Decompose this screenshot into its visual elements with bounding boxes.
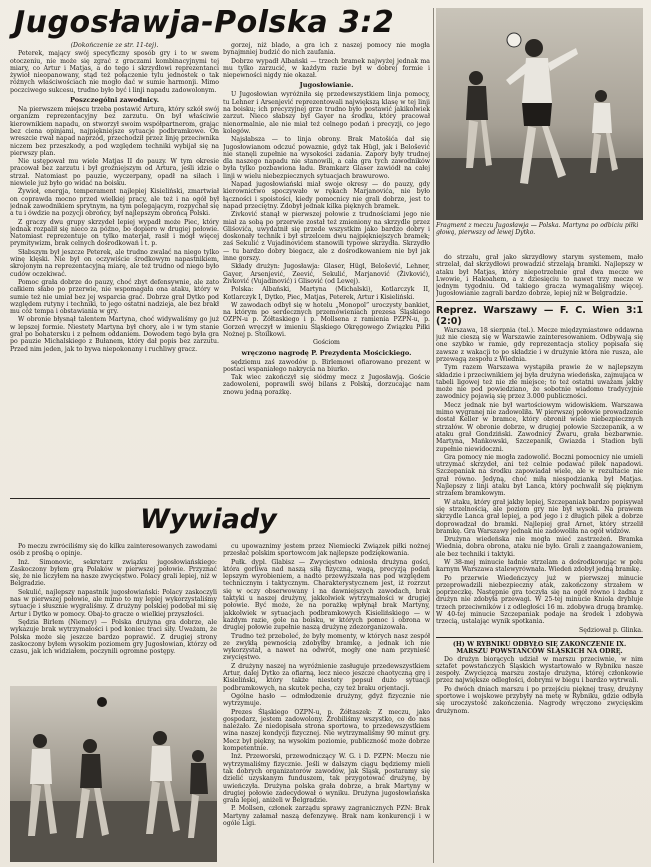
interview-column-2 — [223, 543, 430, 861]
continuation-note: (Dokończenie ze str. 11-tej). — [70, 42, 159, 49]
paragraph: sędziemu zaś zawodów p. Birlemowi ofiarowano prezent w postaci wspaniałego nakrycia na biurko. — [223, 358, 430, 373]
paragraph: Słabszym był jeszcze Peterek, ale trudno zwalać na niego tylko winę klęski. Nie był on oczywiście środkowym napastnikiem, skrojonym na reprezentacyjną miarę, ale też trudno od niego było cudów oczekiwać. — [10, 248, 219, 278]
divider — [436, 301, 643, 302]
article-column-1 — [10, 42, 219, 457]
paragraph: P. Mollsen, członek zarządu sprawy zagranicznych PZN: Brak Martyny załamał naszą defenzywę. Brak nam konkurencji i w ogóle Ligi. — [223, 805, 430, 827]
paragraph: do strzału, grał jako skrzydłowy starym systemem, mało strzelał, dał skrzydłowi prowadzić strzelają bramki. Najlepszy w ataku był Matjas, który niepotrzebnie grał dwa mecze we Lwowie, i Hakoahem, a z dziesięciu to nawet trzy mecze w jednym tygodniu. Od takiego gracza wymagaliśmy więcej. Jugosłowianie zagrali bardzo dobrze, lepiej niż w Belgradzie. — [436, 254, 643, 298]
paragraph: Mecz jednak nie był wartościowym widowiskiem. Warszawa mimo wygranej nie zadowoliła. W pierwszej połowie prowadzenie dostał Keller w bramce, który obronił wiele niebezpiecznych strzałów. W obronie dobrze, w drugiej połowie Szczepanik, a w ataku grał Gondziński. Zawodnicy Zwaru, grała bezbarwnie. Martyna, Mańkowski, Szczepanik, Gwiazda i Stadion byli zupełnie niewidoczni. — [436, 401, 643, 453]
match-photo-top-image — [436, 8, 643, 220]
divider — [436, 637, 643, 638]
section-headline: Wywiady — [140, 504, 277, 535]
interview-column-1 — [10, 543, 217, 693]
paragraph: Żywioł, energja, temperament najlepiej Kisieliński, zmartwiał on coprawda mocno przed wielkiej pracy, ale też i na ogół był jednak zawodnikiem sprytnym, na tym polegającym, rozpychał się a tu i ówdzie na pozycji obrońcy, był najlepszym obrońcą Polski. — [10, 188, 219, 218]
paragraph: W zawodach odbył się w hotelu „Monopol” uroczysty bankiet, na którym po serdecznych przemówieniach prezesa Śląskiego OZPN-u p. Żółtaskiego i p. Mollsena z ramienia PZPN-u, p. Gorzeń wręczył w imieniu Śląskiego Okręgowego Związku Piłki Nożnej p. Stoilkowi. — [223, 301, 430, 338]
paragraph: Sekulić, najlepszy napastnik jugosłowiański: Polacy zaskoczyli nas w pierwszej połowie, ale mimo to my lepiej wykorzystaliśmy sytuacje i słusznie wygraliśmy. Z drużyny polskiej podobał mi się Artur i Dytko w pomocy. Obaj-to gracze o wielkiej przyszłości. — [10, 588, 217, 618]
paragraph: Polska: Albański, Martyna (Michalski), Kotlarczyk II, Kotlarczyk I, Dytko, Piec, Matjas, Peterek, Artur i Kisieliński. — [223, 286, 430, 301]
paragraph: Warszawa, 18 sierpnia (tel.). Mecze międzymiastowe oddawna już nie cieszą się w Warszawie zainteresowaniem. Odbywają się one szybko w ramie, gdy reprezentacja stolicy popisała się zawsze z wakacji to po składzie i w drużynie która nie rusza, ale przewagą zespołu z Wiednia. — [436, 326, 643, 363]
paragraph: Z graczy dwu grupy skrzydeł lepiej wypadł może Piec, który jednak rozpalił się nieco za późno, bo dopiero w drugiej połowie. Natomiast reprezentuje on tylko materjał, rasił i mógł więcej prymitywizm, brak celnych dośrodkowań i t. p. — [10, 218, 219, 248]
paragraph: cu upowaznimy jestem przez Niemiecki Związek piłki nożnej przesłać polskim sportowcom jak najlepsze podziękowania. — [223, 543, 430, 558]
paragraph: Ogólne hasło — odmłodzenie drużyny, gdyż fizycznie nie wytrzymuje. — [223, 692, 430, 708]
paragraph: Po meczu zwróciliśmy się do kilku zainteresowanych zawodami osób z prośbą o opinje. — [10, 543, 217, 558]
paragraph: Inż. Simonovic, sekretarz związku jugosłowiańskiego: Zaskoczony byłem grą Polaków w pierwszej połowie. Przyznać się, że nie liczyłem na nasze zwycięstwo. Polacy grali lepiej, niż w Belgradzie. — [10, 558, 217, 588]
paragraph: Najsłabsza — to linja obrony. Brak Matošića dał się Jugosłowianom odczuć powaznie, gdyż tak Hügl, jak i Belošević nie stanęli zupełnie na wysokości zadania. Zapory były trudnej dla naszego napadu nie stanowili, a cała gra tych zawodników była tylko pozbawiona ładu. Bramkarz Glaser zawiódł na całej linji w wielu niebezpiecznych sytuacjach brawurowo. — [223, 136, 430, 180]
paragraph: Trudno też przeboleć, że były momenty, w których nasz zespół ze zwykłą pewnością zdobyłby bramkę, a jednak ich nie wykorzystał, a nawet na odwrót, mogły one nam przynieść zwycięstwo. — [223, 632, 430, 662]
paragraph: Tym razem Warszawa wystąpiła prawie że w najlepszym składzie i przeciwnikiem jej była drużyna wiedeńska, zajmująca w tabeli ligowej też nie złe miejsce; to też ostatni uważam jakby może nie pod powiedziano, że sobotnie wiadomo tradycyjnie zawodnicy pojawią się przez 3.000 publiczności. — [436, 364, 643, 401]
paragraph: Po przerwie Wiedeńczycy już w pierwszej minucie przeprowadzili niebezpieczny atak, zakończony strzałem w poprzeczkę. Następnie gra toczyła się na ogół równo i żadna z drużyn nie zdobyła przewagi. W 25-tej minucie Kniola drybluje trzech przeciwników i z odległości 16 m. zdobywa drugą bramkę. W 40-tej minucie Szczepaniak podaje na środek i zdobywa trzecią, ustalając wynik spotkania. — [436, 574, 643, 626]
paragraph: W ataku, który grał jakby lepiej, Szczepaniak bardzo popisywał się strzelnością, ale poziom gry nie był wysoki. Na prawem skrzydle Lanca grał lepiej, a pod jego i z długich piłek a dobrze doprowadzał do bramki. Najlepiej grał Arnet, który strzelił bramkę. Gra Warszawy jednak nie zadowoliła na ogół widzów. — [436, 498, 643, 535]
subheading: Poszczególni zawodnicy. — [69, 96, 160, 105]
paragraph: Drużyna wiedeńska nie mogła mieć zastrzeżeń. Bramka Wiednia, dobra obrona, ataku nie było. Grali z zaangażowaniem, ale bez techniki i taktyki. — [436, 536, 643, 558]
paragraph: Pułk. dypl. Glabisz — Zwycięstwo odniosła drużyna gości, która gorliwa nad naszą siłą fizyczną, wagą, precyzją podań lepszym wyrobieniem, a nadto przewyższała nas pod względem technicznym i taktycznym. Charakterystycznem jest, iż rozrzut się w oczy obserwowany i na dawniejszych zawodach, brak taktyki u naszej drużyny, jakkolwiek wytrzymałości w drugiej połowie. Być może, że na porażkę wpłynął brak Martyny, jakkolwiek w sytuacjach podbramkowych Kisielińskiego — w każdym razie, gole na boisku, w których pomoc i obrona w drugiej połowie zupełnie naszą drużynę zdezorganizowała. — [223, 558, 430, 632]
paragraph: Inż. Przeworski, przewodniczący W. G. i D. PZPN: Meczu nie wytrzymaliśmy fizycznie. Jeśli w dalszym ciągu będziemy mieli tak dobrych organizatorów zawodów, jak Śląsk, postaramy się dzielić uzyskanym funduszem, tak przygotować drużynę, by uwieńczyła. Drużyna polska grała dobrze, a brak Martyny w drugiej połowie zadecydował o wyniku. Drużyna jugosłowiańska grała lepiej, aniżeli w Belgradzie. — [223, 753, 430, 805]
paragraph: Zivković stanął w pierwszej połowie z trudnościami jego nie miał za sobą po przerwie został też zmieniony na skrzydle przez Gliśovića, uwydatnił się przede wszystkim jako bardzo dobry i doskonały technik i był strzelcem dwu najpiękniejszych bramek; zaś Sekulić z Vujadinovićem stanowili typowe skrzydła. Skrzydło — tu bardzo dobry biegacz, ale z dośrodkowaniem nie był jak inne gorszy. — [223, 211, 430, 263]
paragraph: W obronie błysnął talentem Martyna, choć widywaliśmy go już w lepszej formie. Niestety Martyna był chory, ale i w tym stanie grał po bohatersku i z pełnem oddaniem. Dowodem tego była gra po pauzie Michalskiego z Bułanem, który dał popis bez zarzutu. Przed nim jeden, jak to bywa niepokonany i ruchliwy gracz. — [10, 316, 219, 353]
paragraph: U Jugosłowian wyróżniła się przedewszystkiem linja pomocy, tu Lehner i Arsenjević reprezentowali największą klasę w tej linji na boisku; ich precyzyjnej grze trudno było postawić jakikolwiek zarzut. Nieco słabszy był Gayer na środku, który pracował nienormalnie, ale nie miał też celnego podań i precyzji, co jego kolegów. — [223, 91, 430, 135]
headline: Jugosławja-Polska 3:2 — [14, 5, 395, 40]
paragraph: Do drużyn biorących udział w marszu przeciwnie, w nim sztafet powstańczych Śląskich wystartowało w Rybniku nasze zespoły. Zwycięzcą marszu zostaje drużyna, której członkowie przez największe odległości, dobrymi w biegu i bardzo wytrwali. — [436, 655, 643, 685]
paragraph: Sędzia Birlem (Niemcy) — Polska drużyna gra dobrze, ale wykazuje brak wytrzymałości i pod koniec traci siły. Uważam, że Polska może się jeszcze bardzo poprawić. Z drugiej strony zaskoczony byłem wysokim poziomem gry Jugosłowian, którzy od czasu, jak ich widziałem, poczynili ogromne postępy. — [10, 618, 217, 656]
match-photo-bottom-image — [10, 686, 217, 862]
paragraph: W 38-mej minucie ładnie strzelam a dośrodkowując w polu karnym Warszawa stalewyrównała. Wiedeń zdobył jedną bramkę. — [436, 558, 643, 574]
paragraph: Pomoc grała dobrze do pauzy, choć zbyt defensywnie, ale zato całkiem słabo po przerwie, nie wspomagała ona ataku, który w sumie też nie umiał bez jej wsparcia grać. Dobrze grał Dytko pod względem rutyny i techniki, to jego ostatni nadzieja, ale bez brakł mu cóż tempa i obstawiania w gry. — [10, 278, 219, 316]
paragraph: Gra pomocy nie mogła zadowolić. Boczni pomocnicy nie umieli utrzymać skrzydeł, ani też celnie podawać piłek napadowi. Szczepaniak na środku zapowiadał wiele, ale w rezultacie nie grał równo. Jedyną, choć miłą niespodzianką był Matjas. Najlepszy z linji ataku był Lanca, który pochwalił się pięknym strzałem bramkowym. — [436, 453, 643, 498]
paragraph: Po dwóch dniach marszu i po przejściu pięknej trasy, drużyny sportowe i wojskowe przybyły na metę w Rybniku, gdzie odbyła się uroczystość zakończenia. Nagrody wręczono zwycięskim drużynom. — [436, 685, 643, 715]
article-column-2 — [223, 42, 430, 492]
paragraph: Nie ustępował mu wiele Matjas II do pauzy. W tym okresie pracował bez zarzutu i był groźniejszym od Artura, jeśli idzie o strzał. Natomiast po pauzie, wyczerpany, opadł na siłach i niewiele już było go widać na boisku. — [10, 158, 219, 188]
paragraph: Gościom — [313, 339, 340, 347]
paragraph: Dobrze wypadł Albański — trzech bramek najwyżej jednak ma mu tylko zarzucić, w każdym razie był w dobrej formie i niepewności nigdy nie okazał. — [223, 57, 430, 80]
match-photo-bottom — [10, 686, 217, 862]
column-divider — [433, 8, 434, 863]
divider — [10, 498, 430, 499]
paragraph: Na pierwszem miejscu trzeba postawić Artura, który szkół swój organizm reprezentacyjny bez zarzutu. On był właściwie kierownikiem napadu, on stworzył swoim współpartnerom, grając bez ciena opinjami, najpiękniejsze sytuacje podbramkowe. On wreszcie rwał napad naprzód, przechodził przez linję przeciwnika niczem bez przeszkody, a pod względem techniki wybijał się na pierwszy plan. — [10, 106, 219, 157]
paragraph: Sędziował p. Glinka. — [579, 626, 643, 634]
paragraph: gorzej, niż blado, a gra ich z naszej pomocy nie mogła bynajmniej budzić do nich zaufania. — [223, 42, 430, 57]
photo-caption: Fragment z meczu Jugosławja — Polska. Martyna po odbiciu piłki głową, pierwszy od lewej Dytko. — [436, 222, 639, 236]
paragraph: Z drużyny naszej na wyróżnienie zasługuje przedewszystkiem Artur, dalej Dytko za ofiarną, lecz nieco jeszcze chaotyczną grę i Kisieliński, który także niestety popsuł dużo sytuacji podbramkowych, na skutek pecha, czy też braku orjentacji. — [223, 662, 430, 692]
paragraph: Składy drużyn: Jugosławja: Glaser, Hügl, Belošević, Lehner, Gayer, Arsenjević, Zeević, Sekulić, Marjanović (Živković), Živković (Vujadinović) i Glisović (od Lewej). — [223, 263, 430, 285]
paragraph: Prezes Śląskiego OZPN-u, p. Żółtaszek: Z meczu, jako gospodarz, jestem zadowolony. Zrobiliśmy wszystko, co do nas należało. Ze niedopisała strona sportowa, to przedewszystkiem wina naszej kondycji fizycznej. Nie wytrzymaliśmy 90 minut gry. Mecz był piękny, na wysokim poziomie, publiczność może dobrze kompetentnie. — [223, 708, 430, 753]
news-heading: (H) W RYBNIKU ODBYŁO SIĘ ZAKOŃCZENIE IX. MARSZU POWSTAŃCÓW ŚLĄSKICH NA ODRĘ. — [452, 640, 627, 656]
match-result-heading: Reprez. Warszawy — F. C. Wien 3:1 (2:0) — [436, 304, 643, 327]
paragraph: Tak wiec zakończył się siódmy mecz z Jugosławją. Goście zadowoleni, poprawili swój bilans z Polską, dorzucając nam znowu jedną porażkę. — [223, 374, 430, 396]
article-column-right — [436, 254, 643, 864]
subheading: Jugosłowianie. — [299, 81, 354, 90]
match-photo-top — [436, 8, 643, 220]
subheading: wręczono nagrodę P. Prezydenta Mościckiego. — [241, 348, 412, 357]
paragraph: Peterek, mający swój specyficzny sposób gry i to w swem otoczeniu, nie może się zgrać z graczami kombinacyjnymi tej miary, co Artur i Matjas, a do tego i skrzydłowi reprezentanci żywioł nieopanowany, stąd też połączenie tylu jednostek o tak różnych właściwościach nie mogło dać w sumie harmonji. Mimo poczciwego sukcesu, trudno było być i linji napadu zadowolonym. — [10, 50, 219, 94]
paragraph: Napad jugosłowiański miał swoje okresy — do pauzy, gdy kierownictwo spoczywało w rękach Marjanovića, nie było łączności i spoistości, kiedy pomocnicy nie grali dobrze, jest to napad przeciętny. Zdobył jednak kilka pięknych bramek. — [223, 181, 430, 210]
